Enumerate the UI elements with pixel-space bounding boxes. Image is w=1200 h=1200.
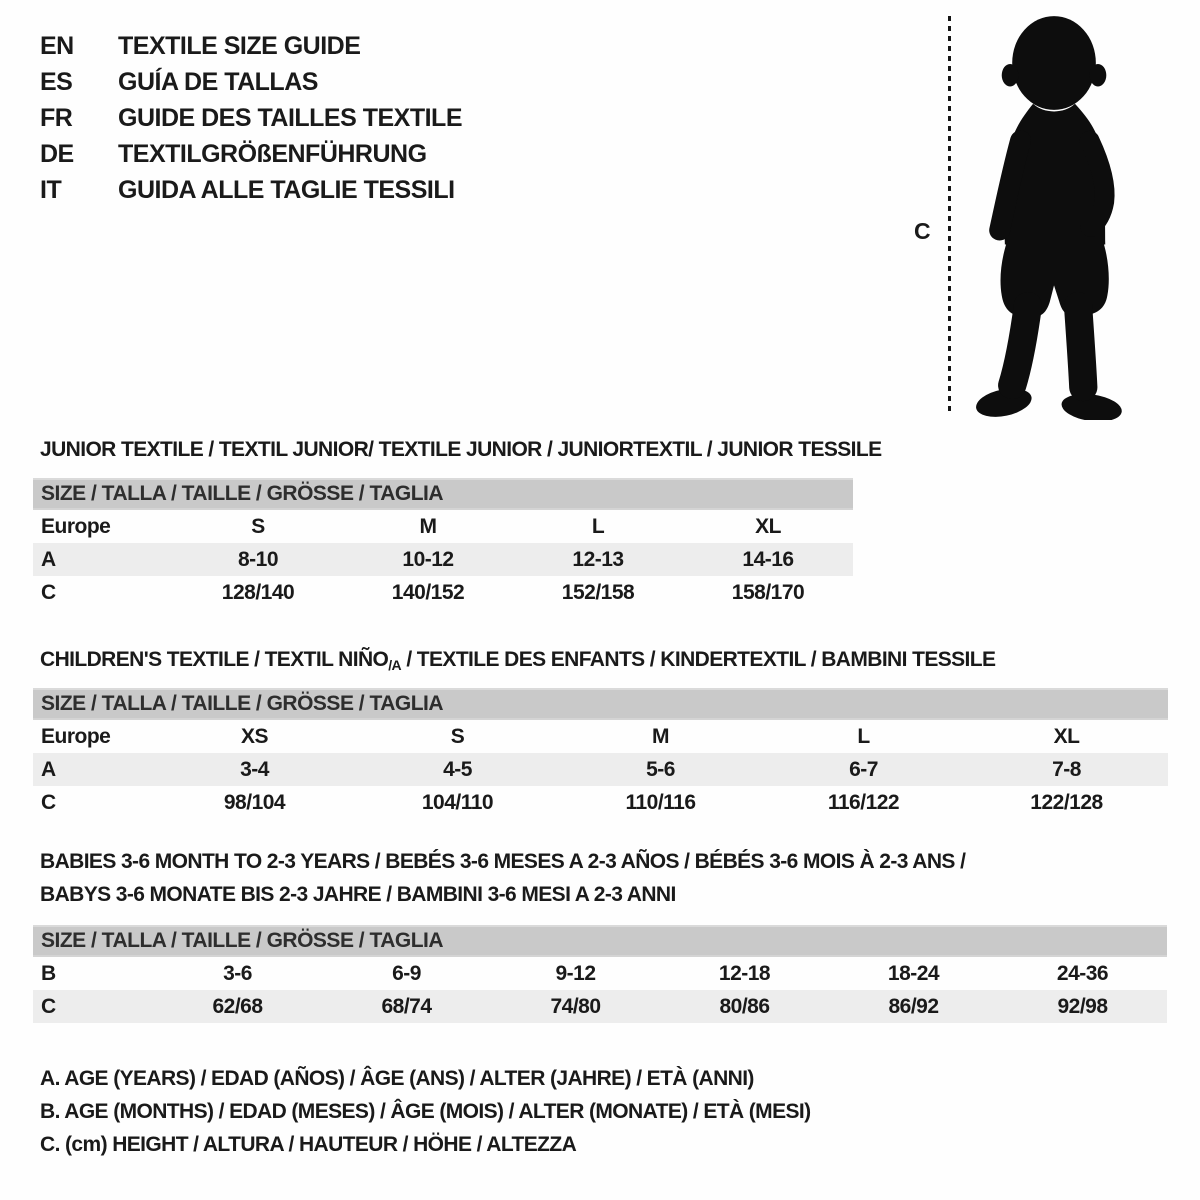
table-cell: S — [450, 724, 465, 748]
table-cell: 98/104 — [223, 790, 286, 814]
table-cell: 12-13 — [572, 547, 624, 571]
table-cell: 6-9 — [392, 961, 421, 985]
table-cell: 3-6 — [223, 961, 252, 985]
size-header-bar: SIZE / TALLA / TAILLE / GRÖSSE / TAGLIA — [33, 689, 1168, 719]
table-cell: 7-8 — [1052, 757, 1081, 781]
row-label: C — [41, 994, 56, 1018]
table-cell: 80/86 — [719, 994, 770, 1018]
table-cell: 116/122 — [827, 790, 900, 814]
guide-title: TEXTILE SIZE GUIDE — [118, 32, 361, 60]
table-row — [33, 719, 1168, 753]
table-row — [33, 576, 853, 609]
table-cell: 128/140 — [221, 580, 295, 604]
babies-size-table — [33, 925, 1167, 1023]
row-label: Europe — [41, 514, 111, 538]
language-code: DE — [40, 140, 74, 168]
language-row — [40, 28, 462, 64]
legend-line-c: C. (cm) HEIGHT / ALTURA / HAUTEUR / HÖHE / ALTEZZA — [40, 1133, 577, 1156]
size-header-bar: SIZE / TALLA / TAILLE / GRÖSSE / TAGLIA — [33, 926, 1167, 956]
table-cell: XL — [755, 514, 781, 538]
language-row — [40, 172, 462, 208]
table-cell: L — [857, 724, 870, 748]
row-label: C — [41, 790, 56, 814]
table-row — [33, 990, 1167, 1023]
table-cell: 86/92 — [888, 994, 939, 1018]
measure-label-c: C — [914, 218, 931, 244]
guide-title: TEXTILGRÖßENFÜHRUNG — [118, 140, 427, 168]
table-cell: M — [652, 724, 669, 748]
language-code: FR — [40, 104, 73, 132]
size-guide-figure — [900, 0, 1200, 440]
table-cell: 14-16 — [742, 547, 794, 571]
row-label: C — [41, 580, 56, 604]
junior-size-table — [33, 478, 853, 609]
table-cell: 8-10 — [237, 547, 279, 571]
language-header — [40, 28, 462, 208]
children-title-pre: CHILDREN'S TEXTILE / TEXTIL NIÑO — [40, 648, 389, 671]
table-cell: 140/152 — [391, 580, 465, 604]
table-cell: 92/98 — [1057, 994, 1108, 1018]
table-cell: 24-36 — [1056, 961, 1109, 985]
table-cell: 68/74 — [381, 994, 432, 1018]
guide-title: GUIDA ALLE TAGLIE TESSILI — [118, 176, 455, 204]
table-cell: 110/116 — [625, 790, 696, 814]
language-row — [40, 100, 462, 136]
table-cell: 5-6 — [646, 757, 675, 781]
babies-title-line1: BABIES 3-6 MONTH TO 2-3 YEARS / BEBÉS 3-6 MESES A 2-3 AÑOS / BÉBÉS 3-6 MOIS À 2-3 ANS / — [40, 850, 966, 873]
table-cell: M — [419, 514, 437, 538]
table-cell: XS — [240, 724, 268, 748]
row-label: A — [41, 757, 56, 781]
toddler-silhouette-icon — [962, 12, 1145, 420]
table-cell: 122/128 — [1030, 790, 1103, 814]
size-header-bar: SIZE / TALLA / TAILLE / GRÖSSE / TAGLIA — [33, 479, 853, 509]
table-cell: 10-12 — [402, 547, 454, 571]
table-row — [33, 543, 853, 576]
table-cell: 6-7 — [849, 757, 878, 781]
table-cell: 104/110 — [421, 790, 494, 814]
table-cell: 4-5 — [443, 757, 472, 781]
height-measure-dashed-line — [948, 16, 951, 416]
language-code: ES — [40, 68, 73, 96]
junior-section-title: JUNIOR TEXTILE / TEXTIL JUNIOR/ TEXTILE JUNIOR / JUNIORTEXTIL / JUNIOR TESSILE — [40, 438, 882, 461]
row-label: B — [41, 961, 56, 985]
table-cell: 74/80 — [550, 994, 601, 1018]
table-cell: 3-4 — [240, 757, 269, 781]
table-cell: 152/158 — [561, 580, 635, 604]
table-cell: XL — [1053, 724, 1080, 748]
language-row — [40, 136, 462, 172]
table-row — [33, 509, 853, 543]
legend-line-b: B. AGE (MONTHS) / EDAD (MESES) / ÂGE (MOIS) / ALTER (MONATE) / ETÀ (MESI) — [40, 1100, 811, 1123]
table-cell: 12-18 — [718, 961, 771, 985]
babies-section-title — [40, 845, 965, 911]
table-cell: L — [591, 514, 605, 538]
legend-line-a: A. AGE (YEARS) / EDAD (AÑOS) / ÂGE (ANS) / ALTER (JAHRE) / ETÀ (ANNI) — [40, 1067, 754, 1090]
table-row — [33, 786, 1168, 819]
table-cell: S — [251, 514, 265, 538]
table-cell: 158/170 — [731, 580, 805, 604]
row-label: A — [41, 547, 56, 571]
table-cell: 62/68 — [212, 994, 263, 1018]
children-title-post: / TEXTILE DES ENFANTS / KINDERTEXTIL / BAMBINI TESSILE — [401, 648, 996, 671]
guide-title: GUIDE DES TAILLES TEXTILE — [118, 104, 463, 132]
language-code: IT — [40, 176, 62, 204]
table-cell: 9-12 — [555, 961, 596, 985]
language-row — [40, 64, 462, 100]
table-cell: 18-24 — [887, 961, 940, 985]
children-section-title — [40, 648, 995, 673]
children-size-table — [33, 688, 1168, 819]
language-code: EN — [40, 32, 74, 60]
table-row — [33, 956, 1167, 990]
table-row — [33, 753, 1168, 786]
row-label: Europe — [41, 724, 111, 748]
babies-title-line2: BABYS 3-6 MONATE BIS 2-3 JAHRE / BAMBINI 3-6 MESI A 2-3 ANNI — [40, 883, 676, 906]
legend — [40, 1062, 811, 1161]
guide-title: GUÍA DE TALLAS — [118, 68, 318, 96]
children-title-sub: /A — [388, 657, 402, 673]
